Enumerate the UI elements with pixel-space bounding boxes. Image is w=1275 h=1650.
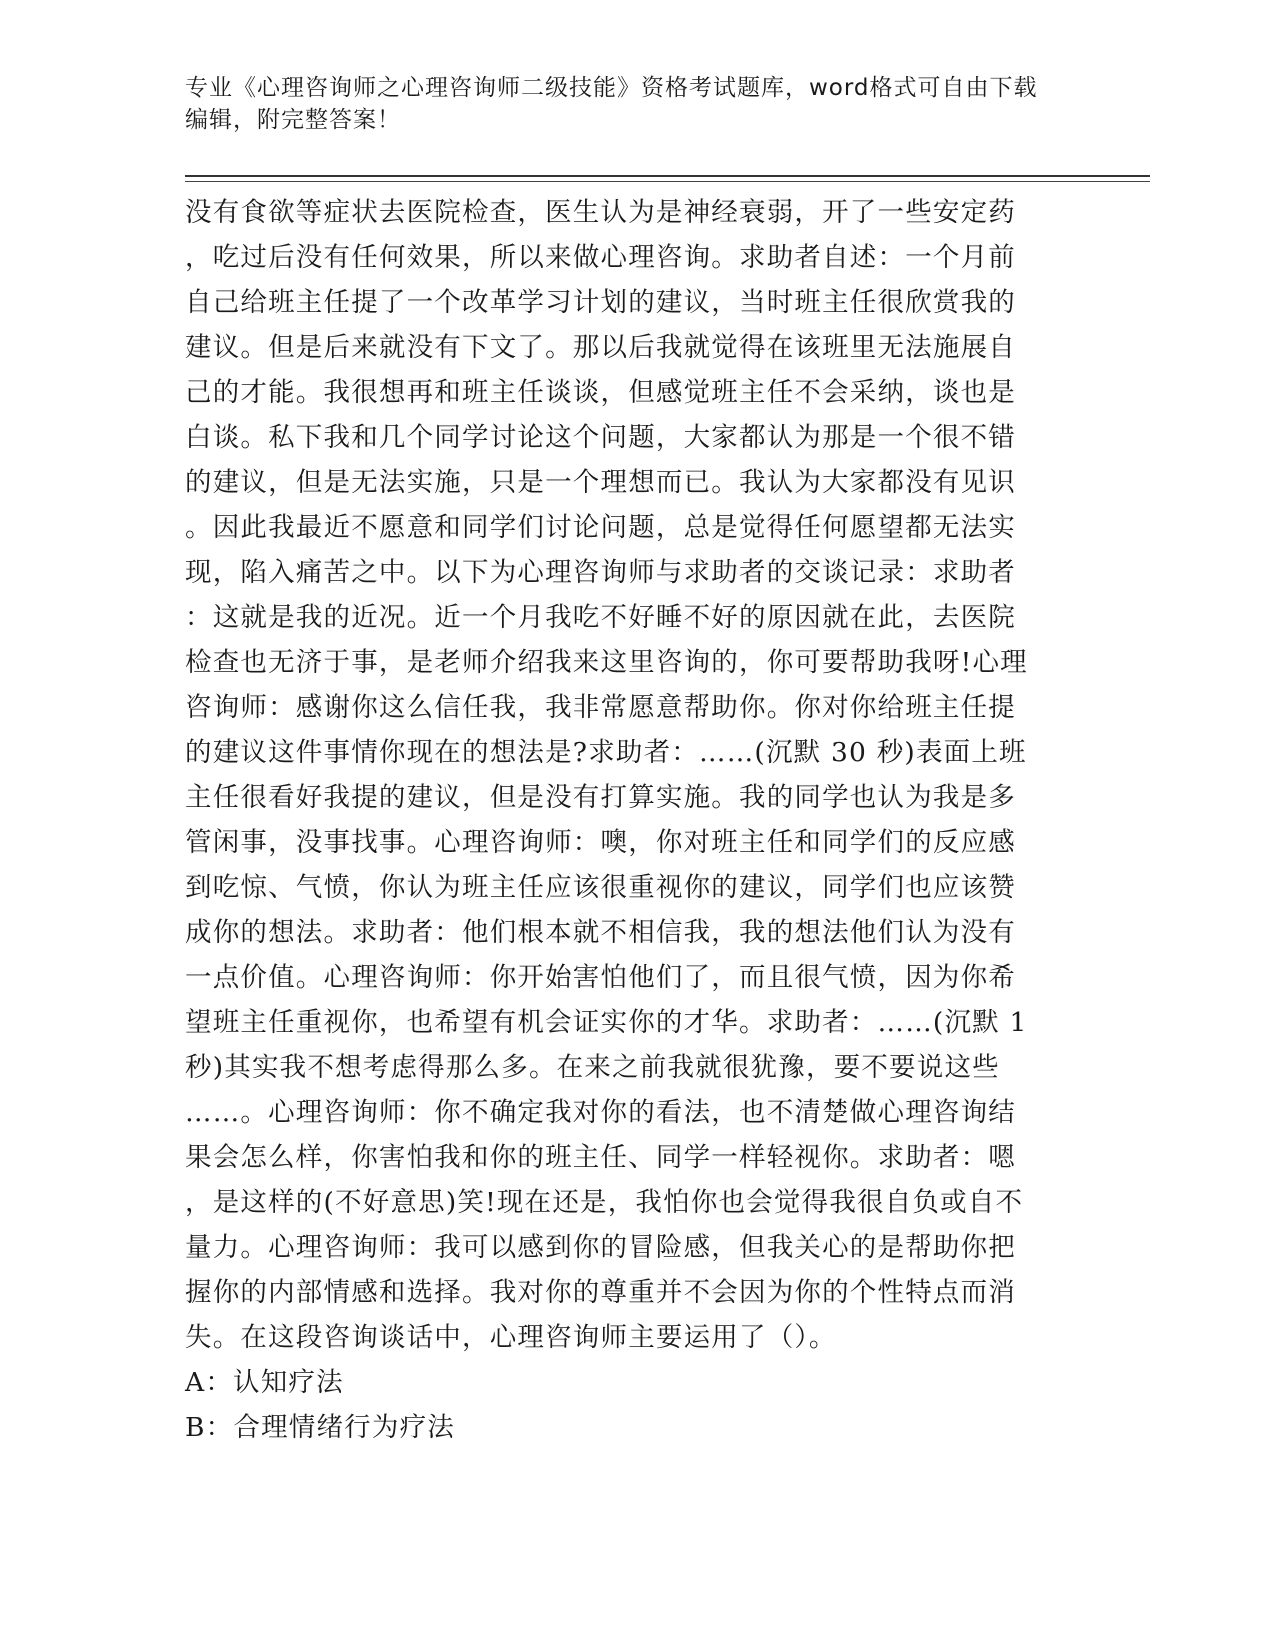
header-line-2: 编辑，附完整答案！ (185, 107, 401, 133)
option-a: A：认知疗法 (185, 1367, 344, 1398)
passage-line: 检查也无济于事，是老师介绍我来这里咨询的，你可要帮助我呀!心理 (185, 647, 1028, 678)
passage-line: 的建议，但是无法实施，只是一个理想而已。我认为大家都没有见识 (185, 467, 1016, 498)
question-body (185, 190, 1065, 1450)
option-b: B：合理情绪行为疗法 (185, 1412, 455, 1443)
document-header (185, 72, 1065, 136)
passage-line: 望班主任重视你，也希望有机会证实你的才华。求助者：……(沉默 1 (185, 1007, 1028, 1038)
passage-line: 秒)其实我不想考虑得那么多。在来之前我就很犹豫，要不要说这些 (185, 1052, 1000, 1083)
answer-options (185, 1360, 1065, 1450)
passage-line: 主任很看好我提的建议，但是没有打算实施。我的同学也认为我是多 (185, 782, 1016, 813)
passage-line: 现，陷入痛苦之中。以下为心理咨询师与求助者的交谈记录：求助者 (185, 557, 1016, 588)
passage-line: 果会怎么样，你害怕我和你的班主任、同学一样轻视你。求助者：嗯 (185, 1142, 1016, 1173)
passage-line: 的建议这件事情你现在的想法是?求助者：……(沉默 30 秒)表面上班 (185, 737, 1027, 768)
passage-line: ：这就是我的近况。近一个月我吃不好睡不好的原因就在此，去医院 (185, 602, 1016, 633)
header-divider-thin (185, 181, 1150, 182)
passage-line: 白谈。私下我和几个同学讨论这个问题，大家都认为那是一个很不错 (185, 422, 1016, 453)
passage-line: 握你的内部情感和选择。我对你的尊重并不会因为你的个性特点而消 (185, 1277, 1016, 1308)
passage-line: ，是这样的(不好意思)笑!现在还是，我怕你也会觉得我很自负或自不 (185, 1187, 1024, 1218)
passage-line: 己的才能。我很想再和班主任谈谈，但感觉班主任不会采纳，谈也是 (185, 377, 1016, 408)
passage-line: 没有食欲等症状去医院检查，医生认为是神经衰弱，开了一些安定药 (185, 197, 1016, 228)
passage-line: 建议。但是后来就没有下文了。那以后我就觉得在该班里无法施展自 (185, 332, 1016, 363)
passage-line: 管闲事，没事找事。心理咨询师：噢，你对班主任和同学们的反应感 (185, 827, 1016, 858)
passage-line: 量力。心理咨询师：我可以感到你的冒险感，但我关心的是帮助你把 (185, 1232, 1016, 1263)
question-passage (185, 190, 1065, 1360)
passage-line: 。因此我最近不愿意和同学们讨论问题，总是觉得任何愿望都无法实 (185, 512, 1016, 543)
passage-line: 成你的想法。求助者：他们根本就不相信我，我的想法他们认为没有 (185, 917, 1016, 948)
passage-line: ，吃过后没有任何效果，所以来做心理咨询。求助者自述：一个月前 (185, 242, 1016, 273)
passage-line: 自己给班主任提了一个改革学习计划的建议，当时班主任很欣赏我的 (185, 287, 1016, 318)
passage-line: 到吃惊、气愤，你认为班主任应该很重视你的建议，同学们也应该赞 (185, 872, 1016, 903)
passage-line: 一点价值。心理咨询师：你开始害怕他们了，而且很气愤，因为你希 (185, 962, 1016, 993)
passage-line: 咨询师：感谢你这么信任我，我非常愿意帮助你。你对你给班主任提 (185, 692, 1016, 723)
passage-line: 失。在这段咨询谈话中，心理咨询师主要运用了（）。 (185, 1322, 837, 1353)
header-line-1: 专业《心理咨询师之心理咨询师二级技能》资格考试题库，word格式可自由下载 (185, 75, 1038, 101)
passage-line: ……。心理咨询师：你不确定我对你的看法，也不清楚做心理咨询结 (185, 1097, 1016, 1128)
header-divider-thick (185, 175, 1150, 177)
